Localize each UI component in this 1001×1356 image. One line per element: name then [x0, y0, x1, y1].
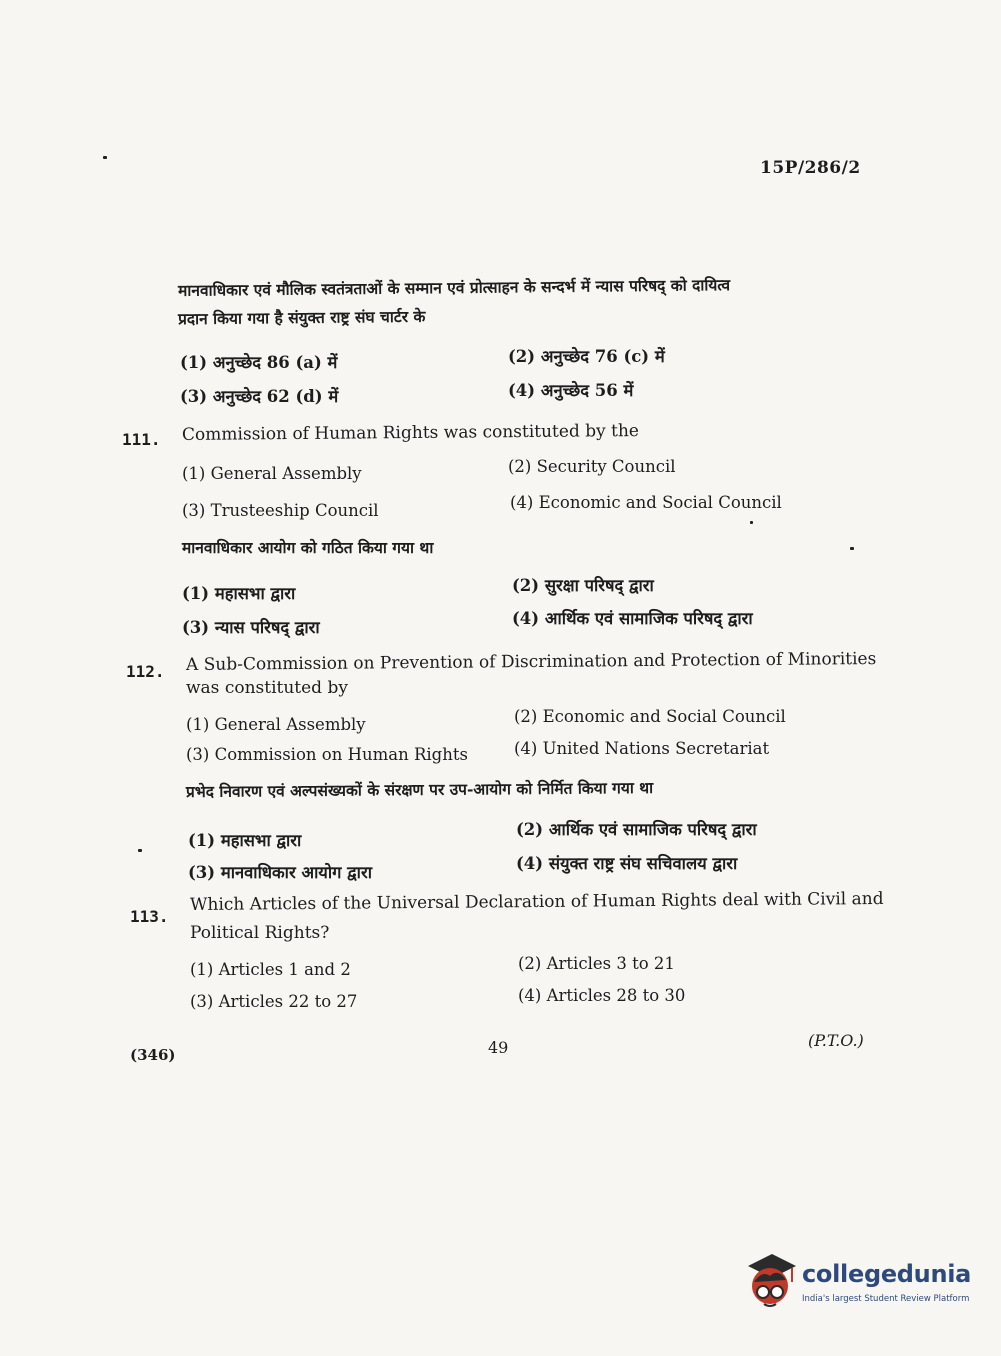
option-3-hindi: (3) न्यास परिषद् द्वारा: [182, 618, 320, 637]
question-number: 112.: [126, 662, 165, 681]
scan-speck: [103, 156, 107, 159]
pto-label: (P.T.O.): [808, 1031, 864, 1050]
question-text-line: was constituted by: [186, 678, 348, 698]
option-2: (2) Security Council: [508, 457, 676, 476]
question-number: 111.: [122, 430, 161, 449]
option-4: (4) Economic and Social Council: [510, 493, 782, 512]
option-1: (1) अनुच्छेद 86 (a) में: [180, 353, 338, 372]
brand-tagline: India's largest Student Review Platform: [802, 1294, 970, 1304]
option-3: (3) Commission on Human Rights: [186, 745, 468, 764]
question-text: Commission of Human Rights was constituted by the: [181, 421, 640, 445]
option-4: (4) Articles 28 to 30: [518, 986, 686, 1005]
option-4-hindi: (4) आर्थिक एवं सामाजिक परिषद् द्वारा: [512, 609, 753, 628]
option-2: (2) Economic and Social Council: [514, 707, 786, 726]
question-text-line: Which Articles of the Universal Declaration of Human Rights deal with Civil and: [189, 888, 884, 916]
brand-name: collegedunia: [802, 1260, 972, 1288]
option-1-hindi: (1) महासभा द्वारा: [182, 584, 296, 603]
scan-speck: [850, 547, 854, 550]
option-3: (3) Articles 22 to 27: [190, 992, 358, 1011]
mascot-icon: [740, 1248, 800, 1318]
question-text-line: मानवाधिकार एवं मौलिक स्वतंत्रताओं के सम्मान एवं प्रोत्साहन के सन्दर्भ में न्यास परिषद् को दायित्व: [177, 275, 731, 300]
question-text-line: A Sub-Commission on Prevention of Discrimination and Protection of Minorities: [185, 648, 877, 676]
option-1: (1) General Assembly: [182, 464, 362, 483]
question-text-hindi: प्रभेद निवारण एवं अल्पसंख्यकों के संरक्षण पर उप-आयोग को निर्मित किया गया था: [185, 777, 654, 802]
collegedunia-watermark: [740, 1248, 970, 1318]
option-4: (4) United Nations Secretariat: [514, 739, 770, 758]
option-2-hindi: (2) सुरक्षा परिषद् द्वारा: [512, 576, 654, 595]
question-text-hindi: मानवाधिकार आयोग को गठित किया गया था: [182, 538, 434, 557]
scan-speck: [138, 849, 142, 852]
question-number: 113.: [130, 907, 169, 926]
option-4-hindi: (4) संयुक्त राष्ट्र संघ सचिवालय द्वारा: [516, 854, 738, 873]
option-1: (1) General Assembly: [186, 715, 366, 734]
question-text-line: Political Rights?: [190, 923, 330, 943]
option-1-hindi: (1) महासभा द्वारा: [188, 831, 302, 850]
option-2: (2) अनुच्छेद 76 (c) में: [508, 347, 665, 366]
scan-speck: [750, 521, 753, 524]
option-3: (3) Trusteeship Council: [182, 501, 379, 520]
option-2: (2) Articles 3 to 21: [518, 954, 675, 973]
footer-code: (346): [130, 1046, 176, 1064]
option-3: (3) अनुच्छेद 62 (d) में: [180, 387, 339, 406]
paper-code: 15P/286/2: [760, 158, 861, 178]
option-1: (1) Articles 1 and 2: [190, 960, 351, 979]
option-4: (4) अनुच्छेद 56 में: [508, 381, 634, 400]
option-3-hindi: (3) मानवाधिकार आयोग द्वारा: [188, 863, 372, 882]
question-text-line: प्रदान किया गया है संयुक्त राष्ट्र संघ चार्टर के: [177, 306, 426, 329]
page-number: 49: [488, 1038, 509, 1057]
option-2-hindi: (2) आर्थिक एवं सामाजिक परिषद् द्वारा: [516, 820, 757, 839]
